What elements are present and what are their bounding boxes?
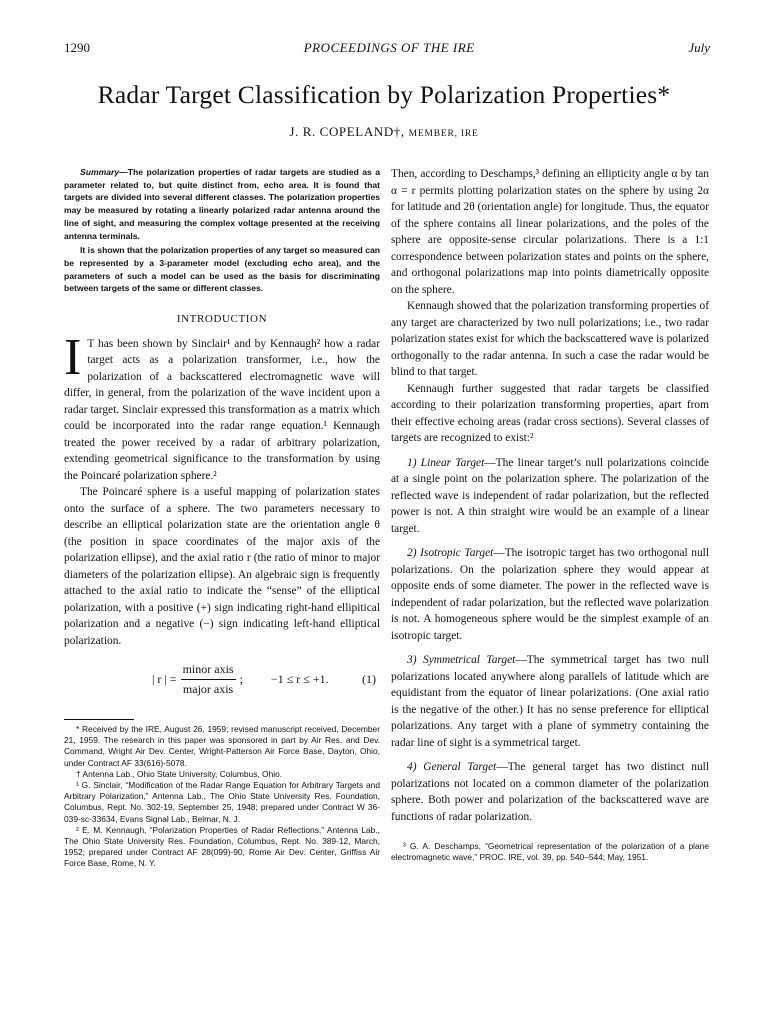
drop-cap: I — [64, 328, 82, 386]
equation-1 — [64, 661, 380, 697]
section-heading-introduction: INTRODUCTION — [176, 313, 268, 326]
summary-text-1: —The polarization properties of radar targets are studied as a parameter related to, but quite distinct from, echo area. It is found that targets are divided into several different classes. The polarization properties may be measured by rotating a linearly polarized radar antenna around the line of sight, and measuring the complex voltage presented at the receiving antenna terminals. — [64, 167, 380, 241]
target-class-text: —The isotropic target has two orthogonal null polarizations. On the polarization sphere they would appear at opposite ends of some diameter. The power in the reflected wave is independent of radar polarization, but the reflected wave polarization is not. A homogeneous sphere would be the simplest example of an isotropic target. — [391, 547, 709, 642]
footnote-2: ² E. M. Kennaugh, “Polarization Properties of Radar Reflections,” Antenna Lab., The Ohio State University Res. Foundation, Columbus, Rept. No. 389-12, March, 1952; prepared under Contract AF 28(099)-90, Rome Air Dev. Center, Griffiss Air Force Base, Rome, N. Y. — [64, 824, 380, 869]
journal-name: PROCEEDINGS OF THE IRE — [303, 40, 475, 55]
target-class-label: 4) General Target — [407, 761, 497, 773]
target-class-label: 3) Symmetrical Target — [407, 654, 516, 666]
footnote-received: * Received by the IRE, August 26, 1959; revised manuscript received, December 21, 1959. The research in this paper was sponsored in part by Air Res. and Dev. Command, Wright Air Dev. Center, Wright-Patterson Air Force Base, Dayton, Ohio, under Contract AF 33(616)-5078. — [64, 724, 380, 768]
target-class-label: 2) Isotropic Target — [407, 547, 494, 559]
running-header — [64, 40, 710, 62]
target-class-label: 1) Linear Target — [407, 456, 485, 469]
summary-paragraph-1 — [64, 166, 380, 242]
equation-lhs: | r | = — [152, 671, 177, 686]
target-class-text: —The general target has two distinct null polarizations not located on a common diameter of the polarization sphere. Both power and polarization of the backscattered wave are functions of radar polarization. — [391, 761, 709, 823]
footnote-1: ¹ G. Sinclair, “Modification of the Radar Range Equation for Arbitrary Targets and Arbitrary Polarization,” Antenna Lab., The Ohio State University Res. Foundation, Columbus, Rept. No. 302-19, September 25, 1948; prepared under Contract W 36-039-sc-33634, Evans Signal Lab., Belmar, N. J. — [64, 780, 380, 824]
author-name: J. R. COPELAND†, — [289, 124, 405, 139]
equation-number: (1) — [362, 671, 376, 686]
right-paragraph-1: Then, according to Deschamps,³ defining an ellipticity angle α by tan α = r permits plotting polarization states on the sphere by using 2α for latitude and 2θ (orientation angle) for longitude. Thus, the equator of the sphere contains all linear polarizations, and the poles of the sphere are opposite-sense circular polarizations. There is a 1:1 correspondence between polarization states and points on the sphere, and orthogonal polarizations map into points diametrically opposite on the sphere. — [391, 168, 709, 296]
page-number: 1290 — [64, 40, 90, 55]
intro-text-1: T has been shown by Sinclair¹ and by Kennaugh² how a radar target acts as a polarization transformer, i.e., how the polarization of a backscattered electromagnetic wave will differ, in general, from the polarization of the wave incident upon a radar target. Sinclair expressed this transformation as a matrix which could be incorporated into the radar range equation.¹ Kennaugh treated the power received by a radar of arbitrary polarization, extending geometrical significance to the transformation by using the Poincaré polarization sphere.² — [64, 337, 380, 482]
intro-paragraph-1 — [64, 328, 380, 485]
target-class-linear — [391, 455, 709, 538]
target-class-general — [391, 759, 709, 825]
equation-fraction — [181, 661, 236, 697]
equation-denominator: major axis — [182, 681, 234, 696]
target-class-isotropic — [391, 545, 709, 644]
issue-month: July — [688, 40, 710, 55]
intro-paragraph-2: The Poincaré sphere is a useful mapping of polarization states onto the surface of a sphere. The two parameters necessary to describe an elliptical polarization state are the orientation angle θ (the position in space coordinates of the major axis of the polarization ellipse), and the axial ratio r (the ratio of minor to major diameters of the polarization ellipse). An algebraic sign is frequently attached to the axial ratio to indicate the “sense” of the elliptical polarization, with a positive (+) sign indicating right-hand ellipitical polarization and a negative (−) sign indicating left-hand elliptical polarization. — [64, 486, 380, 647]
equation-range: −1 ≤ r ≤ +1. — [270, 671, 329, 686]
right-paragraph-2: Kennaugh showed that the polarization transforming properties of any target are characterized by two null polarizations; i.e., two radar polarization states exist for which the backscattered wave is polarized orthogonally to the radar antenna. In such a case the radar would be blind to that target. — [391, 300, 709, 378]
author-line — [40, 124, 728, 140]
article-title: Radar Target Classification by Polarization Properties* — [97, 80, 671, 109]
right-column — [391, 166, 709, 863]
target-class-text: —The symmetrical target has two null polarizations located anywhere along parallels of latitude which are equidistant from the equator of linear polarizations. (One axial ratio is the negative of the other.) It has no sense preference for elliptical polarizations. Any target with a plane of symmetry containing the radar line of sight is a symmetrical target. — [391, 654, 710, 749]
summary-paragraph-2: It is shown that the polarization properties of any target so measured can be represented by a 3-parameter model (excluding echo area), and the parameters of such a model can be used as the basis for discriminating between targets of the same or different classes. — [64, 245, 380, 294]
right-paragraph-3: Kennaugh further suggested that radar targets be classified according to their polarization transforming properties, apart from their effective echoing areas (radar cross sections). Several classes of targets are recognized to exist:² — [391, 382, 709, 444]
footnotes-left — [64, 719, 380, 870]
footnote-3: ³ G. A. Deschamps, “Geometrical representation of the polarization of a plane electromagnetic wave,” PROC. IRE, vol. 39, pp. 540–544; May, 1951. — [391, 841, 709, 863]
footnote-affiliation: † Antenna Lab., Ohio State University, Columbus, Ohio. — [76, 768, 283, 779]
equation-numerator: minor axis — [181, 661, 236, 680]
left-column — [64, 166, 380, 870]
equation-separator: ; — [239, 671, 243, 686]
author-membership: MEMBER, IRE — [408, 129, 479, 139]
target-class-symmetrical — [391, 652, 709, 751]
summary-label: Summary — [80, 167, 120, 177]
footnote-divider — [64, 719, 134, 720]
target-class-text: —The linear target’s null polarizations coincide at a single point on the polarization sphere. The polarization of the reflected wave is independent of radar polarization, but the reflected power is not. A thin straight wire would be an example of a linear target. — [391, 456, 709, 535]
